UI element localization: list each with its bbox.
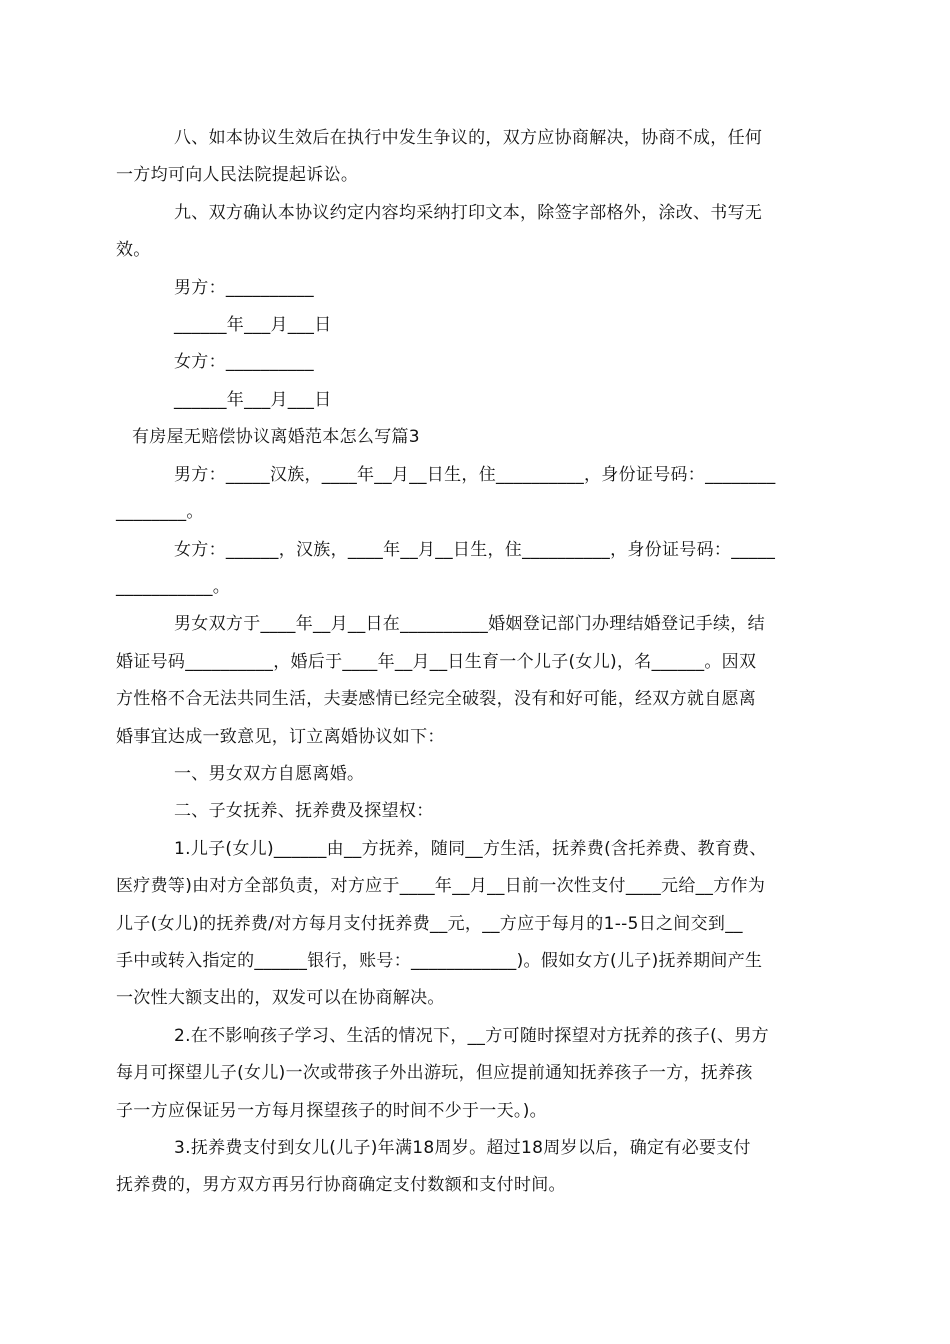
preamble-line-4: 婚事宜达成一致意见，订立离婚协议如下：: [116, 727, 445, 747]
male-info-line-2: ________。: [116, 502, 204, 522]
item-3-line-2: 抚养费的，男方双方再另行协商确定支付数额和支付时间。: [116, 1175, 566, 1195]
male-signature-line: 男方：__________: [174, 278, 314, 298]
female-date-line: ______年___月___日: [174, 390, 332, 410]
female-info-line-1: 女方：______，汉族，____年__月__日生，住__________，身份证号码：_____: [174, 540, 776, 560]
clause-8-line-1: 八、如本协议生效后在执行中发生争议的，双方应协商解决，协商不成，任何: [174, 128, 763, 148]
item-3-line-1: 3.抚养费支付到女儿(儿子)年满18周岁。超过18周岁以后，确定有必要支付: [174, 1138, 751, 1158]
item-1-line-4: 手中或转入指定的______银行，账号：____________)。假如女方(儿子)抚养期间产生: [116, 951, 763, 971]
item-1-line-1: 1.儿子(女儿)______由__方抚养，随同__方生活，抚养费(含托养费、教育费、: [174, 839, 767, 859]
item-2-line-2: 每月可探望儿子(女儿)一次或带孩子外出游玩，但应提前通知抚养孩子一方，抚养孩: [116, 1063, 753, 1083]
clause-9-line-2: 效。: [116, 240, 151, 260]
clause-8-line-2: 一方均可向人民法院提起诉讼。: [116, 165, 359, 185]
preamble-line-2: 婚证号码__________，婚后于____年__月__日生育一个儿子(女儿)，名______。因双: [116, 652, 757, 672]
male-info-line-1: 男方：_____汉族，____年__月__日生，住__________，身份证号码：________: [174, 465, 776, 485]
male-date-line: ______年___月___日: [174, 315, 332, 335]
item-1-line-3: 儿子(女儿)的抚养费/对方每月支付抚养费__元，__方应于每月的1--5日之间交到__: [116, 914, 743, 934]
section-title: 有房屋无赔偿协议离婚范本怎么写篇3: [132, 427, 420, 447]
item-2-line-3: 子一方应保证另一方每月探望孩子的时间不少于一天。)。: [116, 1101, 547, 1121]
clause-2-heading: 二、子女抚养、抚养费及探望权：: [174, 801, 434, 821]
item-2-line-1: 2.在不影响孩子学习、生活的情况下，__方可随时探望对方抚养的孩子(、男方: [174, 1026, 769, 1046]
clause-1-line: 一、男女双方自愿离婚。: [174, 764, 365, 784]
female-info-line-2: ___________。: [116, 577, 231, 597]
preamble-line-3: 方性格不合无法共同生活，夫妻感情已经完全破裂，没有和好可能，经双方就自愿离: [116, 689, 757, 709]
item-1-line-5: 一次性大额支出的，双发可以在协商解决。: [116, 988, 445, 1008]
clause-9-line-1: 九、双方确认本协议约定内容均采纳打印文本，除签字部格外，涂改、书写无: [174, 203, 763, 223]
item-1-line-2: 医疗费等)由对方全部负责，对方应于____年__月__日前一次性支付____元给__方作为: [116, 876, 766, 896]
preamble-line-1: 男女双方于____年__月__日在__________婚姻登记部门办理结婚登记手续，结: [174, 614, 765, 634]
female-signature-line: 女方：__________: [174, 352, 314, 372]
